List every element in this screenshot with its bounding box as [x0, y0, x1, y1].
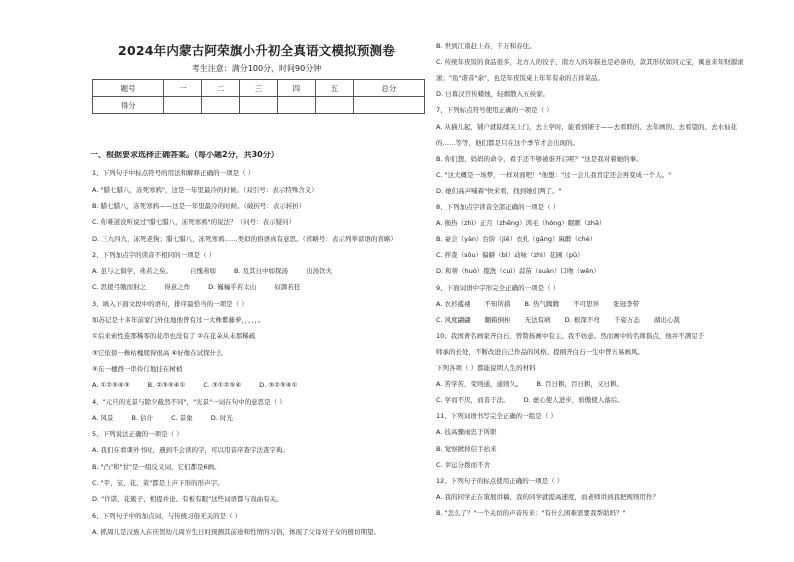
option-text: 自愧弗如 — [189, 267, 216, 276]
question-line: 6、下列句子中的加点词，与传统习俗无关的是（ ） — [92, 511, 242, 520]
question-line: B. "怎么了？"一个关切的声音传来："有什么困难需要我帮助吗？" — [436, 508, 626, 517]
question-line: C. 幸运分拨而不舍 — [436, 460, 491, 469]
question-line: A. 从猫儿起，铺户就陆续关上门，去上学时，能看到铺子——去看联的、去年画的、去看望的、去水仙花 — [436, 122, 737, 131]
question-line: C. "这大概是一场梦，一样对面吧！"他想："过一会儿我肯定还会再变成一个人。" — [436, 170, 672, 179]
question-line: A. 我的同学正在策展讲稿，我的同学就提高速度，而老师讲到我把规则用作？ — [436, 492, 659, 501]
option-text: A. ①②⑤④③ — [92, 381, 130, 390]
option-text: A. 虽与之俱学，弗若之矣。 — [92, 267, 172, 276]
option-text: D. ③②⑤④① — [259, 381, 298, 390]
question-line: 7、下列标点符号使用正确的一项是（ ） — [436, 106, 553, 115]
score-input-cell[interactable] — [202, 97, 240, 114]
question-line: A. "腊七腊八，冻死寒鸦"，这是一年里最冷的时候。（双引号：表示特殊含义） — [92, 185, 318, 194]
option-text: B. 估计 — [131, 413, 154, 422]
question-line: A. 我们在看课外书时，遇到不会读的字，可以用音序查字法查字典。 — [92, 446, 289, 455]
question-line: B. 你们想，妈妈的命令，看手还不够被谁开启呢？"这是我对着她的事。 — [436, 154, 643, 163]
score-input-cell[interactable] — [277, 97, 315, 114]
question-line: 10、我国著名画家齐白石，曾赞扬画中有主，我不妨意。然而画中的名师指点，他并不满足于 — [436, 331, 705, 340]
question-line: 12、下列句子的标点使用正确的一项是（ ） — [436, 476, 564, 485]
question-line: A. 技高骤雨忠于所职 — [436, 428, 497, 437]
option-row — [436, 380, 777, 388]
option-text: 不可思异 — [573, 299, 600, 308]
score-cell: 五 — [315, 80, 353, 97]
score-input-cell[interactable] — [164, 97, 202, 114]
option-text: A. 衣衫褴褛 — [436, 299, 471, 308]
question-line: 如苏记是十多年前家门外住地他曾有过一大株紫藤萝，，，，，。 — [92, 316, 265, 324]
question-line: 的……等等，他们都是只在这个季节才会出现的。 — [436, 138, 579, 147]
question-line: 5、下列说法正确的一项是（ ） — [92, 430, 183, 439]
option-text: 奴颜若狂 — [274, 283, 301, 292]
score-cell: 一 — [164, 80, 202, 97]
question-line: D. 她们高声喊着"快来看，找到她们两了。" — [436, 186, 562, 195]
score-cell: 得分 — [93, 97, 164, 114]
option-text: 千姿万态 — [613, 315, 640, 324]
option-text: A. 苦学苦，变则通，通则久。 — [436, 380, 523, 389]
question-line: B. 腊七腊八，冻死寒鸦——这是一年里最冷的时候。（破折号：表示转折） — [92, 201, 306, 210]
question-line: 4、"元旦的光景与除夕截然不同"，"光景"一词在句中的意思是（ ） — [92, 397, 286, 406]
option-text: C. 景象 — [171, 413, 193, 422]
question-line: C. 你难道没听说过"腊七腊八，冻死寒鸦"的说法？（问号：表示疑问） — [92, 218, 296, 227]
question-line: B. 豪会（yàn）台阶（jiē）衣扎（gāng）麻醉（chè） — [436, 235, 597, 244]
option-text: 不知所措 — [484, 299, 511, 308]
score-input-cell[interactable] — [315, 97, 353, 114]
question-line: 8、下列加点字读音全部正确的一项是（ ） — [436, 203, 560, 211]
option-text: D. 时光 — [210, 413, 233, 422]
question-line: 3、填入下面文段中的语句，排序最恰当的一项是（ ） — [92, 299, 248, 308]
option-text: B. 热气腾腾 — [524, 299, 560, 308]
option-row — [92, 381, 425, 389]
score-cell: 二 — [202, 80, 240, 97]
option-text: C. ③①②⑤④ — [203, 381, 242, 390]
exam-title: 2024年内蒙古阿荣旗小升初全真语文模拟预测卷 — [118, 43, 395, 58]
option-text: C. 风度翩翩 — [436, 315, 471, 324]
question-line: C. "平、宝、花、菜"都是上声下形的形声字。 — [92, 479, 224, 487]
option-row — [92, 414, 425, 422]
section-heading: 一、根据要求选择正确答案。（每小题2分，共30分） — [90, 151, 279, 159]
score-cell: 四 — [277, 80, 315, 97]
question-line: 1、下列句子中标点符号的用法和解释正确的一项是（ ） — [92, 169, 255, 178]
option-text: 出汤饮火 — [306, 267, 333, 276]
option-text: B. 及其日中如探汤 — [233, 267, 289, 276]
score-cell: 题号 — [93, 80, 164, 97]
question-line: A. 损热（zhì）正月（zhēng）鸿毛（hóng）眠眶（zhā） — [436, 219, 606, 228]
option-row — [92, 267, 425, 275]
option-row — [436, 396, 777, 404]
question-line: C. 拌查（sōu）偏僻（bì）动咏（zhì）花圃（pǔ） — [436, 251, 584, 260]
option-text: 得意之作 — [164, 283, 191, 292]
option-text: 张冠李带 — [613, 299, 640, 308]
option-text: D. 巍巍乎若太山 — [208, 283, 257, 292]
question-line: ①后来索性连那稀零的花串也没有了 ②在花朵从未那稀疏 — [92, 332, 256, 341]
question-line: D. 三九四九，冻死老狗；腊七腊八，冻死寒鸦……类似的俗语真有意思。（省略号：表示列举谚语的省略） — [92, 234, 397, 243]
score-table-score-row — [93, 97, 425, 114]
question-line: ③它依傍一株枯槐爬得很高 ④好像在试探什么 — [92, 348, 223, 357]
score-cell: 总分 — [353, 80, 424, 97]
option-text: C. 学而不厌，而善于法。 — [436, 396, 510, 405]
score-input-cell[interactable] — [353, 97, 424, 114]
option-row — [436, 300, 777, 308]
option-text: B. 百日耕，百日耕，又日耕。 — [536, 380, 624, 389]
question-line: 9、下面词语中字形完全正确的一项是（ ） — [436, 283, 560, 292]
question-line: D. 日暮汉宫传蜡烛，轻烟散入五侯家。 — [436, 90, 550, 99]
exam-note: 考生注意：满分100分，时间90分钟 — [191, 64, 322, 73]
option-row — [436, 316, 777, 324]
question-line: B. "凸"和"甘"是一组反义词，它们都是6画。 — [92, 462, 221, 471]
score-table-header-row — [93, 80, 425, 97]
option-text: C. 思援弓缴而射之 — [92, 283, 147, 292]
left-column — [88, 0, 425, 562]
option-text: D. 虚心使人进步，骄傲使人落后。 — [523, 396, 624, 405]
question-line: 师承的长处，不断改进自己作品的风格。提纲齐白石一生中曾五易画风。 — [436, 347, 644, 356]
option-text: 翻箱倒柜 — [484, 315, 511, 324]
question-line: B. 觉察掀掉信手拈来 — [436, 444, 497, 453]
question-line: 11、下列词语书写完全正确的一组是（ ） — [436, 412, 557, 421]
option-text: D. 根深不弯 — [564, 315, 600, 324]
option-text: B. ②③⑤④① — [147, 381, 186, 390]
option-text: 无法有病 — [524, 315, 551, 324]
option-text: 湖出心裁 — [653, 315, 680, 324]
score-table — [92, 79, 425, 114]
question-line: ⑤东一穗西一串伶仃地挂在树梢 — [92, 364, 183, 373]
question-line: 滚；"鱼"谐音"余"，也是年夜饭桌上年年有余的吉祥菜品。 — [436, 74, 604, 83]
score-cell: 三 — [240, 80, 278, 97]
question-line: C. 传统年夜饭的食品很多，北方人的饺子、南方人的年糕也是必备的，款其形状如同元宝，寓意来年财源滚 — [436, 58, 744, 67]
score-input-cell[interactable] — [240, 97, 278, 114]
question-line: A. 抓周儿是汉族人在庆贺幼儿周岁生日时预测其前途和性情的习俗，体现了父母对子女的殷切期望。 — [92, 527, 380, 536]
question-line: 2、下列加点字的读音不相同的一项是（ ） — [92, 250, 216, 259]
option-text: A. 风景 — [92, 413, 114, 422]
question-line: 下列各项（ ）都能说明人生的材料 — [436, 364, 536, 372]
question-line: D. "许诺、花簇子、相提并论、有板有眼"这些词语都与戏曲有关。 — [92, 495, 283, 504]
option-row — [92, 283, 425, 291]
question-line: B. 世到江南赶上春，千万和春住。 — [436, 42, 536, 50]
question-line: D. 和蒂（huò）揽洗（cuì）蒜苗（suàn）口吻（wěn） — [436, 267, 600, 276]
right-column — [432, 0, 777, 562]
